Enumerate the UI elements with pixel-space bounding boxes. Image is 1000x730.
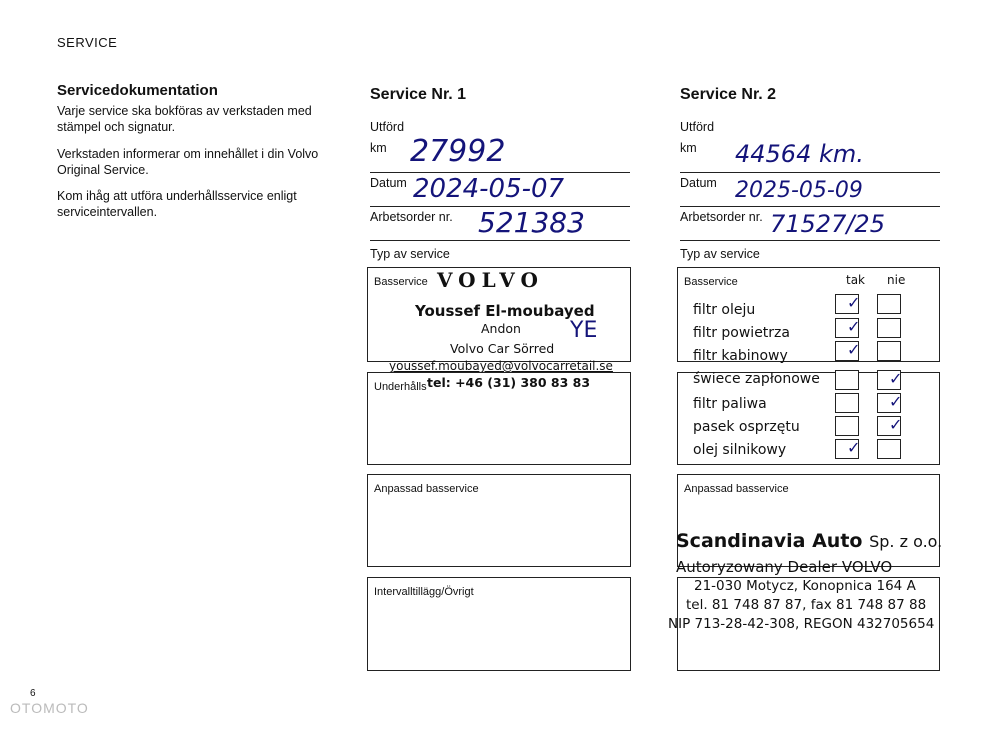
volvo-stamp-brand: VOLVO	[437, 268, 544, 292]
service2-datum-line	[680, 206, 940, 207]
service1-anpassad-label: Anpassad basservice	[374, 483, 479, 495]
signature-initials: YE	[570, 318, 598, 343]
stamp2-phones: tel. 81 748 87 87, fax 81 748 87 88	[686, 597, 927, 613]
service1-basservice-label: Basservice	[374, 276, 428, 288]
checkmark-icon: ✓	[889, 369, 903, 388]
checkmark-icon: ✓	[847, 438, 861, 457]
service1-intervall-label: Intervalltillägg/Övrigt	[374, 586, 474, 598]
service1-km-line	[370, 172, 630, 173]
service2-title: Service Nr. 2	[680, 86, 777, 103]
service1-title: Service Nr. 1	[370, 86, 467, 103]
service1-anpassad-box	[367, 474, 631, 567]
intro-paragraph-2: Verkstaden informerar om innehållet i din Volvo Original Service.	[57, 147, 319, 177]
checkmark-icon: ✓	[889, 392, 903, 411]
service2-datum-label: Datum	[680, 176, 717, 190]
service2-km-value: 44564 km.	[735, 140, 864, 168]
checkbox-tak	[835, 416, 859, 436]
intro-paragraph-1: Varje service ska bokföras av verkstaden med stämpel och signatur.	[57, 104, 312, 134]
checkbox-tak	[835, 370, 859, 390]
service2-anpassad-label: Anpassad basservice	[684, 483, 789, 495]
stamp2-company	[676, 530, 942, 552]
stamp-phone: tel: +46 (31) 380 83 83	[427, 375, 591, 390]
checkmark-icon: ✓	[847, 293, 861, 312]
col-tak-label: tak	[846, 273, 866, 287]
checklist-item: olej silnikowy	[693, 442, 787, 458]
service1-order-line	[370, 240, 630, 241]
stamp2-address: 21-030 Motycz, Konopnica 164 A	[694, 578, 916, 594]
checkbox-nie	[877, 318, 901, 338]
checkbox-nie	[877, 341, 901, 361]
service2-order-label: Arbetsorder nr.	[680, 210, 763, 224]
checklist-item: filtr paliwa	[693, 396, 767, 412]
checkbox-nie	[877, 294, 901, 314]
service1-typ-label: Typ av service	[370, 247, 450, 261]
service2-typ-label: Typ av service	[680, 247, 760, 261]
page-number: 6	[30, 688, 36, 699]
stamp-role: Andon	[481, 321, 521, 336]
service1-intervall-box	[367, 577, 631, 671]
intro-title: Servicedokumentation	[57, 82, 218, 99]
service1-order-value: 521383	[478, 206, 585, 239]
service1-km-value: 27992	[410, 134, 506, 169]
checkbox-tak	[835, 393, 859, 413]
checklist-item: świece zapłonowe	[693, 371, 820, 387]
service1-date-value: 2024-05-07	[413, 174, 565, 204]
service2-order-value: 71527/25	[770, 210, 885, 238]
stamp-dealer: Volvo Car Sörred	[450, 341, 555, 356]
stamp2-company-suffix: Sp. z o.o.	[869, 532, 943, 551]
stamp-email: youssef.moubayed@volvocarretail.se	[389, 359, 613, 373]
checklist-item: filtr powietrza	[693, 325, 790, 341]
col-nie-label: nie	[887, 273, 906, 287]
checkbox-nie	[877, 439, 901, 459]
checkmark-icon: ✓	[847, 340, 861, 359]
service2-order-line	[680, 240, 940, 241]
service2-km-line	[680, 172, 940, 173]
stamp2-dealer-line: Autoryzowany Dealer VOLVO	[676, 558, 893, 576]
service2-date-value: 2025-05-09	[735, 178, 863, 203]
service2-basservice-label: Basservice	[684, 276, 738, 288]
service1-km-label: km	[370, 141, 387, 155]
service1-utford-label: Utförd	[370, 120, 405, 134]
service1-underhall-label: Underhålls	[374, 381, 427, 393]
checkmark-icon: ✓	[847, 317, 861, 336]
checkmark-icon: ✓	[889, 415, 903, 434]
stamp-name: Youssef El-moubayed	[415, 302, 595, 320]
intro-paragraph-3: Kom ihåg att utföra underhållsservice enligt serviceintervallen.	[57, 189, 297, 219]
service1-order-label: Arbetsorder nr.	[370, 210, 453, 224]
service2-km-label: km	[680, 141, 697, 155]
stamp2-ids: NIP 713-28-42-308, REGON 432705654	[668, 616, 935, 632]
service1-datum-label: Datum	[370, 176, 407, 190]
watermark: OTOMOTO	[10, 700, 89, 716]
service2-anpassad-box	[677, 474, 943, 567]
checklist-item: filtr kabinowy	[693, 348, 788, 364]
section-header: SERVICE	[57, 35, 118, 50]
checklist-item: filtr oleju	[693, 302, 756, 318]
service2-utford-label: Utförd	[680, 120, 715, 134]
stamp2-company-name: Scandinavia Auto	[676, 530, 863, 552]
checklist-item: pasek osprzętu	[693, 419, 800, 435]
